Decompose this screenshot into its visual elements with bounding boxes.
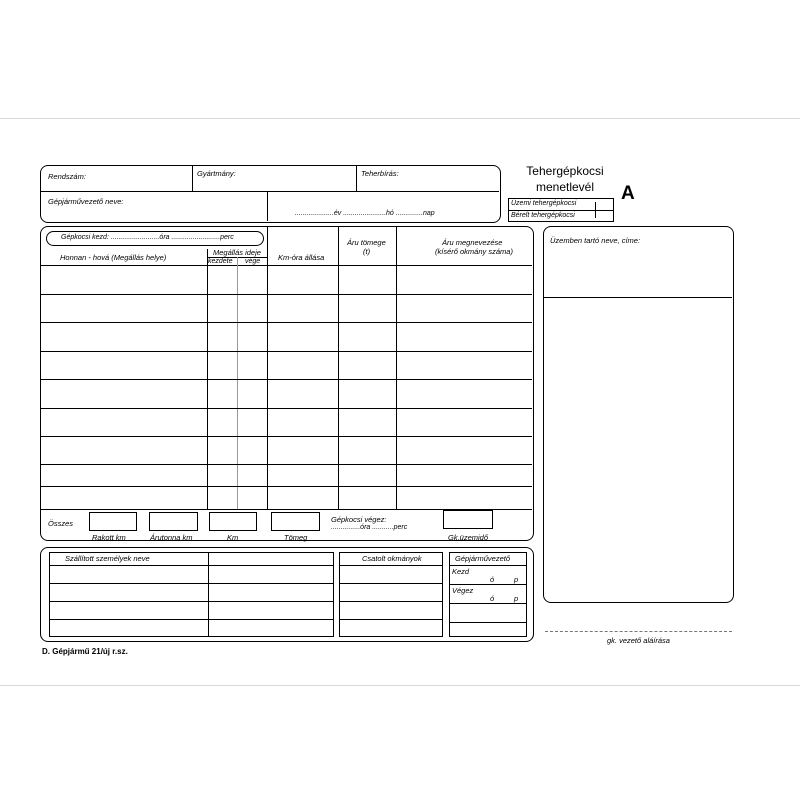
end-time-label-1: Gépkocsi végez:	[331, 515, 387, 524]
tomeg-label: Tömeg	[284, 533, 308, 542]
passengers-box	[40, 547, 534, 642]
kezd-perc: p	[514, 575, 519, 584]
rendszam-label: Rendszám:	[48, 172, 86, 181]
rakott-km-label: Rakott km	[92, 533, 126, 542]
form-code: D. Gépjármű 21/új r.sz.	[42, 647, 128, 656]
kezd-ora: ó	[490, 575, 495, 584]
uzemi-option[interactable]: Üzemi tehergépkocsi	[511, 200, 577, 207]
rakott-km-box[interactable]	[89, 512, 137, 531]
signature-label: gk. vezető aláírása	[607, 636, 670, 645]
driver-name-label: Gépjárművezető neve:	[48, 197, 124, 206]
km-box[interactable]	[209, 512, 257, 531]
start-time-label: Gépkocsi kezd: .........................óra .........................perc	[61, 234, 234, 241]
berelt-option[interactable]: Bérelt tehergépkocsi	[511, 212, 575, 219]
col-aru-tomeg-2: (t)	[363, 247, 371, 256]
gyartmany-label: Gyártmány:	[197, 169, 236, 178]
col-honnan: Honnan - hová (Megállás helye)	[60, 253, 167, 262]
vehicle-type-box	[508, 198, 614, 222]
szallitott-label: Szállított személyek neve	[65, 554, 150, 563]
operator-panel	[543, 226, 734, 603]
end-time-label-2: ...............óra ...........perc	[331, 524, 408, 531]
col-megallas: Megállás ideje	[213, 248, 261, 257]
vegez-perc: p	[514, 594, 519, 603]
gepjarmuvezeto-label: Gépjárművezető	[455, 554, 511, 563]
col-vege: vége	[245, 258, 261, 265]
form-title	[520, 163, 610, 195]
vegez-ora: ó	[490, 594, 495, 603]
uzemben-label: Üzemben tartó neve, címe:	[550, 236, 641, 245]
vegez-label: Végez	[452, 586, 474, 595]
col-kezdete: kezdete	[208, 258, 233, 265]
driver-times-table	[449, 552, 527, 637]
tomeg-box[interactable]	[271, 512, 320, 531]
date-line: ....................év ......................hó ..............nap	[295, 210, 435, 217]
teherbiras-label: Teherbírás:	[361, 169, 399, 178]
passengers-table	[49, 552, 334, 637]
attached-docs-table	[339, 552, 443, 637]
gk-uzemido-box[interactable]	[443, 510, 493, 529]
col-aru-megn-1: Áru megnevezése	[442, 238, 503, 247]
col-km-ora: Km-óra állása	[278, 253, 325, 262]
signature-line[interactable]	[545, 631, 732, 632]
arutonna-km-label: Árutonna km	[150, 533, 193, 542]
col-aru-tomeg-1: Áru tömege	[347, 238, 386, 247]
arutonna-km-box[interactable]	[149, 512, 198, 531]
csatolt-label: Csatolt okmányok	[362, 554, 422, 563]
title-line-2: menetlevél	[535, 180, 595, 194]
vehicle-info-box	[40, 165, 501, 223]
form-letter: A	[621, 183, 635, 204]
osszes-label: Összes	[48, 519, 74, 528]
trip-table-box	[40, 226, 534, 541]
gk-uzemido-label: Gk.üzemidő	[448, 533, 489, 542]
km-label: Km	[227, 533, 239, 542]
kezd-label: Kezd	[452, 567, 470, 576]
col-aru-megn-2: (kísérő okmány száma)	[435, 247, 513, 256]
title-line-1: Tehergépkocsi	[526, 164, 604, 178]
start-time-pill	[46, 231, 264, 246]
